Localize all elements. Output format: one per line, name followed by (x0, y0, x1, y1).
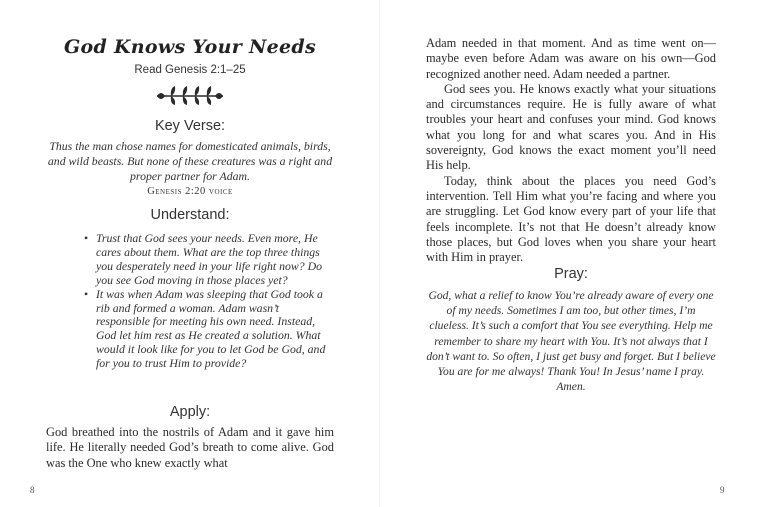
understand-heading: Understand: (150, 207, 230, 223)
key-verse (46, 139, 334, 199)
leaf-vine-icon (155, 84, 225, 106)
understand-item (84, 288, 334, 371)
understand-item-text: It was when Adam was sleeping that God took a rib and formed a woman. Adam wasn’t responsible for meeting his own need. Instead, God let him rest as He created a solution. What would it look like for you to let God be God, and for you to trust Him to provide? (96, 286, 326, 371)
prayer-text: God, what a relief to know You’re already aware of every one of my needs. Sometimes I am too, but other times, I’m clueless. It’s such a comfort that You see everything. Help me remember to share my heart with You. It’s not always that I don’t want to. So often, I just get busy and forget. But I believe You are for me always! Thank You! In Jesus’ name I pray. Amen. (426, 289, 716, 394)
reading-reference: Read Genesis 2:1–25 (134, 64, 246, 76)
key-verse-text: Thus the man chose names for domesticated animals, birds, and wild beasts. But none of these creatures was a right and proper partner for Adam. (47, 139, 333, 183)
pray-heading: Pray: (554, 266, 588, 282)
bullet-icon: • (84, 286, 89, 301)
page-number-left: 8 (30, 485, 35, 495)
understand-list (84, 232, 334, 371)
bullet-icon: • (84, 231, 89, 245)
apply-text (46, 425, 334, 471)
understand-item (84, 232, 334, 288)
devotion-title: God Knows Your Needs (63, 36, 317, 58)
apply-paragraph: God breathed into the nostrils of Adam and it gave him life. He literally needed God’s breath to come alive. God was the One who knew exactly what (46, 425, 334, 470)
key-verse-reference: Genesis 2:20 voice (147, 186, 233, 197)
key-verse-heading: Key Verse: (154, 118, 226, 134)
understand-item-text: Trust that God sees your needs. Even more, He cares about them. What are the top three things you desperately need in your life right now? Do you see God moving in those places yet? (96, 231, 323, 287)
apply-heading: Apply: (169, 404, 211, 420)
right-body-text (426, 36, 716, 265)
body-paragraph: God sees you. He knows exactly what your situations and circumstances require. He is fully aware of what troubles your heart and confuses your mind. God knows what you long for and what scares you. And in His sovereignty, God knows the exact moment you’ll need His help. (426, 81, 716, 173)
body-paragraph: Today, think about the places you need God’s intervention. Tell Him what you’re facing and where you are struggling. Let God know every part of your life that feels incomplete. It’s not that He doesn’t already know those places, but God loves when you share your heart with Him in prayer. (426, 173, 716, 265)
body-paragraph: Adam needed in that moment. And as time went on—maybe even before Adam was aware on his own—God recognized another need. Adam needed a partner. (426, 36, 716, 81)
page-number-right: 9 (720, 485, 725, 495)
